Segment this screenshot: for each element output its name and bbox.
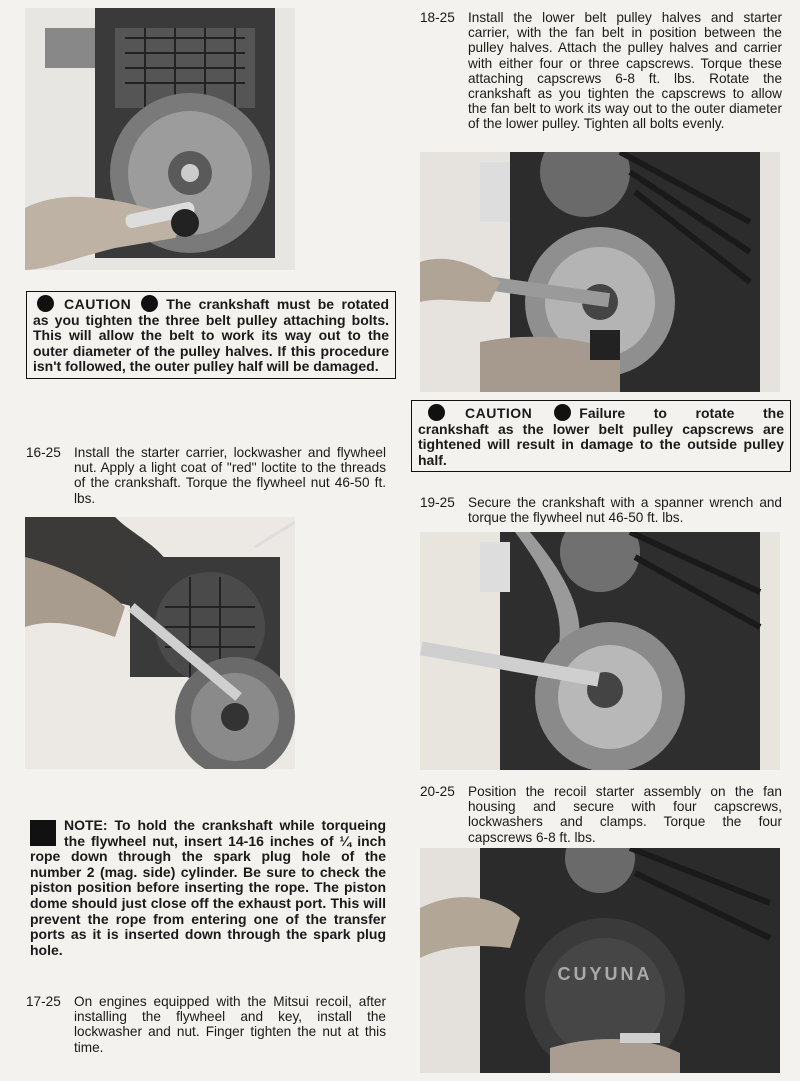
step-text: Position the recoil starter assembly on the fan housing and secure with four capscrews, lockwashers and clamps. Torque the four capscrews 6-8 ft. lbs.	[468, 784, 782, 845]
caution-label: CAUTION	[465, 405, 533, 421]
housing-logo: CUYUNA	[557, 964, 653, 984]
caution-label: CAUTION	[64, 296, 132, 312]
photo-spanner-wrench	[420, 532, 780, 770]
caution-box-2	[411, 400, 791, 472]
caution-bullet-icon	[141, 295, 158, 312]
step-text: On engines equipped with the Mitsui recoil, after installing the flywheel and key, install the lockwasher and nut. Finger tighten the nut at this time.	[74, 994, 386, 1055]
caution-bullet-icon	[554, 404, 571, 421]
photo-flywheel-bolts	[25, 8, 295, 270]
step-18-25	[420, 10, 782, 132]
step-number: 16-25	[26, 445, 61, 460]
photo-flywheel-nut	[25, 517, 295, 769]
step-text: Secure the crankshaft with a spanner wrench and torque the flywheel nut 46-50 ft. lbs.	[468, 495, 782, 526]
caution-text-2: Failure to rotate the crankshaft as the lower belt pulley capscrews are tightened will result in damage to the outside pulley half.	[418, 405, 784, 468]
step-text: Install the starter carrier, lockwasher and flywheel nut. Apply a light coat of ''red'' loctite to the threads of the crankshaft. Torque the flywheel nut 46-50 ft. lbs.	[74, 445, 386, 506]
step-number: 19-25	[420, 495, 455, 510]
step-19-25	[420, 495, 782, 525]
step-text: Install the lower belt pulley halves and starter carrier, with the fan belt in position between the pulley halves. Attach the pulley halves and carrier with either four or three capscrews. Torque these attaching capscrews 6-8 ft. lbs. Rotate the crankshaft as you tighten the capscrews to allow the fan belt to work its way out to the outer diameter of the lower pulley. Tighten all bolts evenly.	[468, 10, 782, 132]
note-square-icon	[30, 820, 56, 846]
caution-bullet-icon	[37, 295, 54, 312]
note-text: NOTE: To hold the crankshaft while torqueing the flywheel nut, insert 14-16 inches of ¼ inch rope down through the spark plug hole of the number 2 (mag. side) cylinder. Be sure to check the piston position before inserting the rope. The piston dome should just close off the exhaust port. This will prevent the rope from entering one of the transfer ports as it is inserted down through the spark plug hole.	[30, 817, 386, 958]
step-20-25	[420, 784, 782, 845]
caution-bullet-icon	[428, 404, 445, 421]
caution-text-1: The crankshaft must be rotated as you tighten the three belt pulley attaching bolts. This will allow the belt to work its way out to the outer diameter of the pulley halves. If this procedure isn't followed, the outer pulley half will be damaged.	[33, 296, 389, 374]
step-17-25	[26, 994, 386, 1055]
step-16-25	[26, 445, 386, 506]
caution-box-1	[26, 291, 396, 379]
step-number: 17-25	[26, 994, 61, 1009]
step-number: 18-25	[420, 10, 455, 25]
step-number: 20-25	[420, 784, 455, 799]
photo-recoil-starter	[420, 848, 780, 1073]
photo-lower-pulley	[420, 152, 780, 392]
note-box	[30, 818, 386, 958]
